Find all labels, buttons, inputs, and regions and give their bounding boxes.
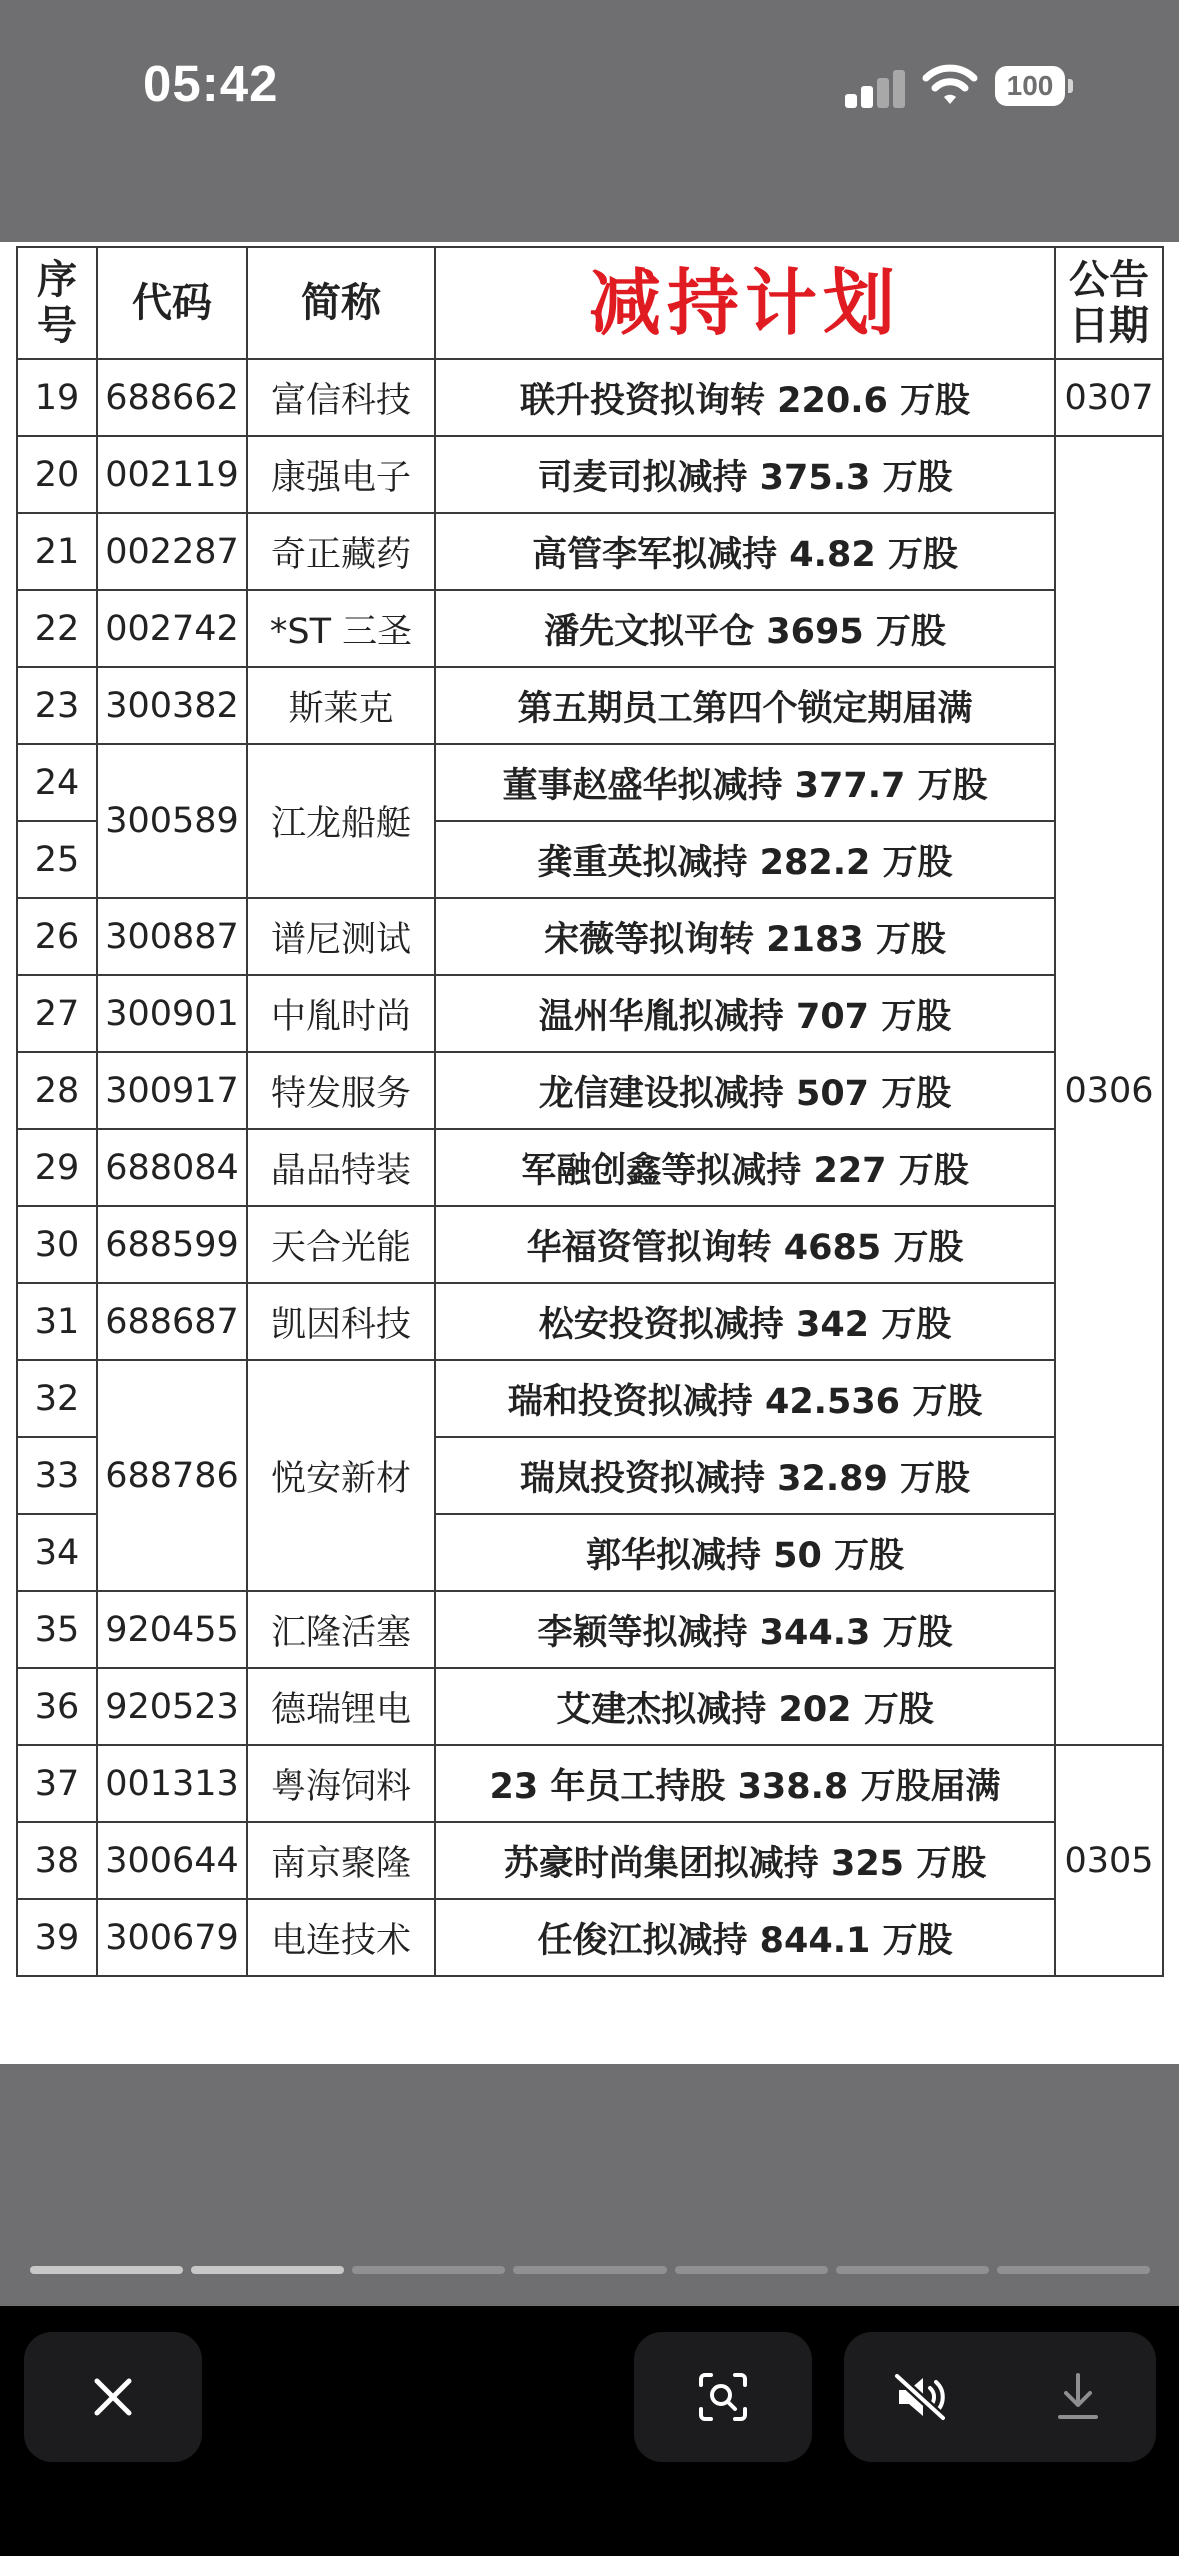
- row-seq: 30: [17, 1206, 97, 1283]
- row-seq: 31: [17, 1283, 97, 1360]
- row-code: 001313: [97, 1745, 247, 1822]
- table-row: [17, 359, 1163, 436]
- wifi-icon: [922, 62, 978, 108]
- table-row: [17, 898, 1163, 975]
- row-code: 688662: [97, 359, 247, 436]
- row-short-name: 南京聚隆: [247, 1822, 435, 1899]
- battery-level: 100: [995, 66, 1065, 106]
- row-seq: 39: [17, 1899, 97, 1976]
- row-code: 920523: [97, 1668, 247, 1745]
- progress-segment: [675, 2266, 828, 2274]
- table-row: [17, 1283, 1163, 1360]
- row-plan: 温州华胤拟减持 707 万股: [435, 975, 1055, 1052]
- row-seq: 32: [17, 1360, 97, 1437]
- row-seq: 33: [17, 1437, 97, 1514]
- row-announce-date: 0306: [1055, 436, 1163, 1745]
- row-code: 300589: [97, 744, 247, 898]
- progress-segment: [30, 2266, 183, 2274]
- row-code: 300679: [97, 1899, 247, 1976]
- table-row: [17, 436, 1163, 513]
- row-short-name: 特发服务: [247, 1052, 435, 1129]
- row-seq: 34: [17, 1514, 97, 1591]
- row-plan: 任俊江拟减持 844.1 万股: [435, 1899, 1055, 1976]
- table-row: [17, 1745, 1163, 1822]
- speaker-muted-icon: [893, 2372, 951, 2422]
- progress-segment: [513, 2266, 666, 2274]
- row-seq: 19: [17, 359, 97, 436]
- row-plan: 宋薇等拟询转 2183 万股: [435, 898, 1055, 975]
- row-plan: 董事赵盛华拟减持 377.7 万股: [435, 744, 1055, 821]
- row-seq: 38: [17, 1822, 97, 1899]
- row-seq: 26: [17, 898, 97, 975]
- table-row: [17, 1668, 1163, 1745]
- row-plan: 司麦司拟减持 375.3 万股: [435, 436, 1055, 513]
- row-code: 002742: [97, 590, 247, 667]
- row-plan: 郭华拟减持 50 万股: [435, 1514, 1055, 1591]
- table-row: [17, 1822, 1163, 1899]
- visual-search-button[interactable]: [634, 2332, 812, 2462]
- row-plan: 龚重英拟减持 282.2 万股: [435, 821, 1055, 898]
- story-progress: [30, 2266, 1150, 2274]
- row-plan: 松安投资拟减持 342 万股: [435, 1283, 1055, 1360]
- row-plan: 高管李军拟减持 4.82 万股: [435, 513, 1055, 590]
- row-plan: 瑞和投资拟减持 42.536 万股: [435, 1360, 1055, 1437]
- row-plan: 23 年员工持股 338.8 万股届满: [435, 1745, 1055, 1822]
- header-date: 公告 日期: [1055, 247, 1163, 359]
- row-short-name: 粤海饲料: [247, 1745, 435, 1822]
- table-row: [17, 1129, 1163, 1206]
- row-plan: 华福资管拟询转 4685 万股: [435, 1206, 1055, 1283]
- mute-button[interactable]: [844, 2332, 1000, 2462]
- row-short-name: 中胤时尚: [247, 975, 435, 1052]
- row-short-name: 德瑞锂电: [247, 1668, 435, 1745]
- row-code: 688687: [97, 1283, 247, 1360]
- row-seq: 37: [17, 1745, 97, 1822]
- row-seq: 25: [17, 821, 97, 898]
- row-plan: 第五期员工第四个锁定期届满: [435, 667, 1055, 744]
- table-row: [17, 667, 1163, 744]
- reduction-plan-table: [16, 246, 1164, 1977]
- row-plan: 联升投资拟询转 220.6 万股: [435, 359, 1055, 436]
- row-seq: 22: [17, 590, 97, 667]
- progress-segment: [836, 2266, 989, 2274]
- row-plan: 艾建杰拟减持 202 万股: [435, 1668, 1055, 1745]
- row-seq: 36: [17, 1668, 97, 1745]
- row-seq: 27: [17, 975, 97, 1052]
- media-controls: [844, 2332, 1156, 2462]
- row-plan: 苏豪时尚集团拟减持 325 万股: [435, 1822, 1055, 1899]
- row-seq: 21: [17, 513, 97, 590]
- row-code: 688786: [97, 1360, 247, 1591]
- row-short-name: *ST 三圣: [247, 590, 435, 667]
- row-announce-date: 0307: [1055, 359, 1163, 436]
- progress-segment: [352, 2266, 505, 2274]
- progress-segment: [191, 2266, 344, 2274]
- row-short-name: 斯莱克: [247, 667, 435, 744]
- table-row: [17, 1052, 1163, 1129]
- row-short-name: 电连技术: [247, 1899, 435, 1976]
- status-bar: [0, 0, 1179, 242]
- row-code: 300901: [97, 975, 247, 1052]
- bottom-toolbar: [0, 2306, 1179, 2556]
- download-icon: [1054, 2371, 1102, 2423]
- progress-segment: [997, 2266, 1150, 2274]
- table-row: [17, 1899, 1163, 1976]
- row-short-name: 富信科技: [247, 359, 435, 436]
- row-code: 002287: [97, 513, 247, 590]
- row-code: 688599: [97, 1206, 247, 1283]
- cellular-signal-icon: [845, 68, 905, 108]
- row-seq: 24: [17, 744, 97, 821]
- row-code: 300644: [97, 1822, 247, 1899]
- row-short-name: 江龙船艇: [247, 744, 435, 898]
- row-plan: 龙信建设拟减持 507 万股: [435, 1052, 1055, 1129]
- row-short-name: 晶品特装: [247, 1129, 435, 1206]
- row-code: 002119: [97, 436, 247, 513]
- close-icon: [91, 2375, 135, 2419]
- header-seq: 序 号: [17, 247, 97, 359]
- table-row: [17, 975, 1163, 1052]
- header-code: 代码: [97, 247, 247, 359]
- row-plan: 军融创鑫等拟减持 227 万股: [435, 1129, 1055, 1206]
- row-announce-date: 0305: [1055, 1745, 1163, 1976]
- row-short-name: 奇正藏药: [247, 513, 435, 590]
- table-header-row: [17, 247, 1163, 359]
- row-short-name: 康强电子: [247, 436, 435, 513]
- table-row: [17, 744, 1163, 821]
- close-button[interactable]: [24, 2332, 202, 2462]
- table-row: [17, 1360, 1163, 1437]
- row-short-name: 天合光能: [247, 1206, 435, 1283]
- table-row: [17, 1591, 1163, 1668]
- row-short-name: 汇隆活塞: [247, 1591, 435, 1668]
- row-seq: 20: [17, 436, 97, 513]
- row-code: 300382: [97, 667, 247, 744]
- row-code: 300917: [97, 1052, 247, 1129]
- row-plan: 李颖等拟减持 344.3 万股: [435, 1591, 1055, 1668]
- row-short-name: 谱尼测试: [247, 898, 435, 975]
- row-short-name: 悦安新材: [247, 1360, 435, 1591]
- row-seq: 29: [17, 1129, 97, 1206]
- header-name: 简称: [247, 247, 435, 359]
- row-plan: 潘先文拟平仓 3695 万股: [435, 590, 1055, 667]
- table-row: [17, 1206, 1163, 1283]
- status-time: 05:42: [143, 55, 279, 112]
- row-short-name: 凯因科技: [247, 1283, 435, 1360]
- table-row: [17, 590, 1163, 667]
- download-button[interactable]: [1000, 2332, 1156, 2462]
- row-seq: 28: [17, 1052, 97, 1129]
- row-code: 920455: [97, 1591, 247, 1668]
- row-seq: 23: [17, 667, 97, 744]
- row-code: 300887: [97, 898, 247, 975]
- row-seq: 35: [17, 1591, 97, 1668]
- table-row: [17, 513, 1163, 590]
- header-plan-title: 减持计划: [435, 247, 1055, 359]
- shared-image[interactable]: [0, 242, 1179, 2064]
- visual-search-icon: [697, 2371, 749, 2423]
- battery-icon: [995, 66, 1073, 108]
- row-plan: 瑞岚投资拟减持 32.89 万股: [435, 1437, 1055, 1514]
- row-code: 688084: [97, 1129, 247, 1206]
